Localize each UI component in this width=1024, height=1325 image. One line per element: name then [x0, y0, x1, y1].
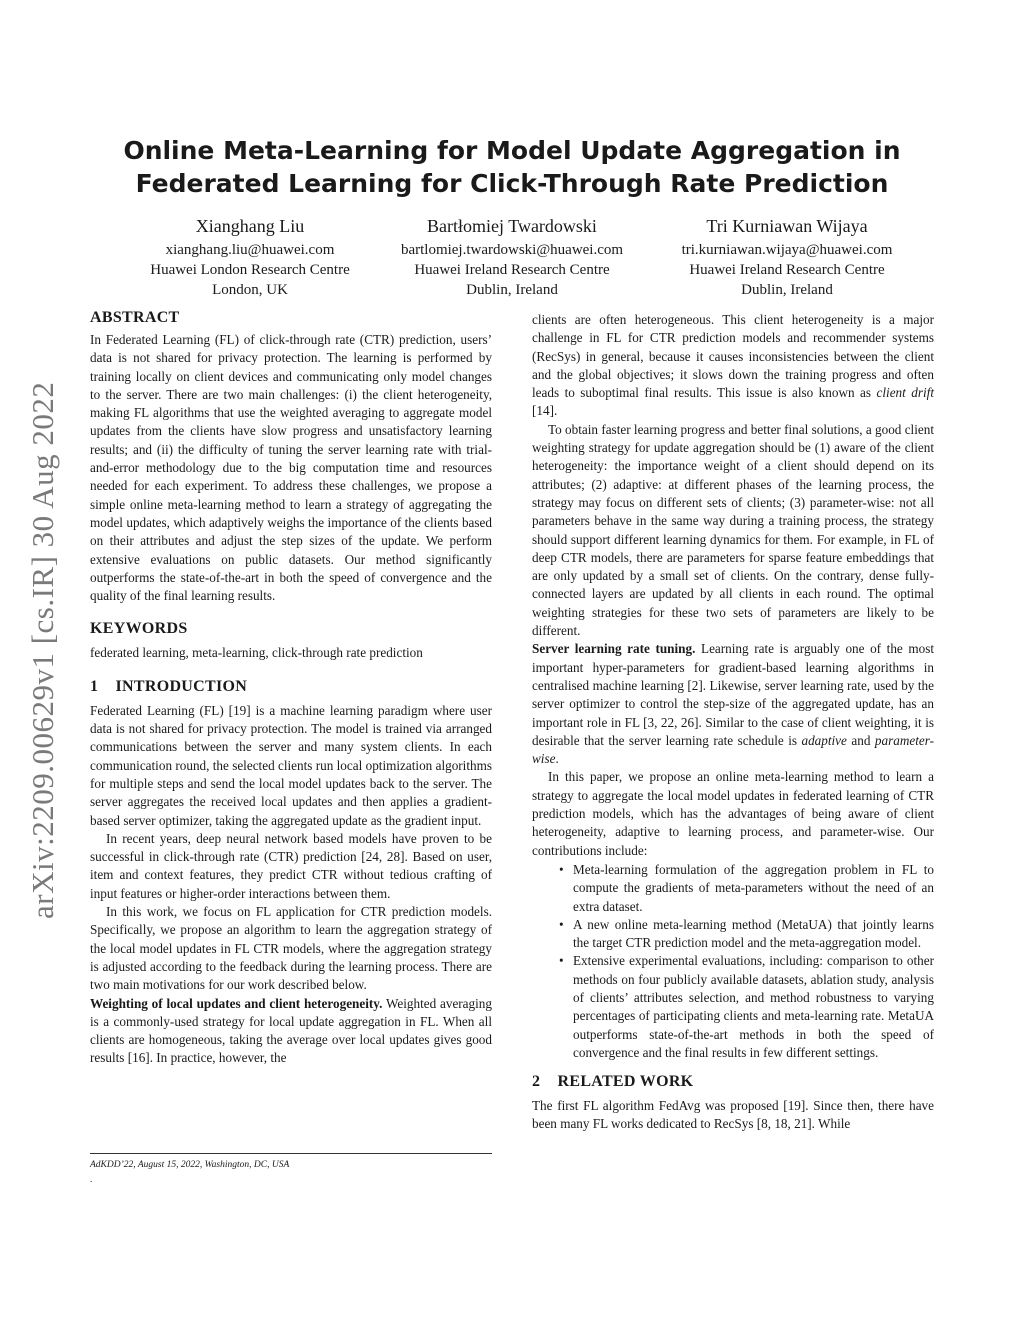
introduction-heading: 1 INTRODUCTION	[90, 677, 248, 695]
server-lr-run-in-heading: Server learning rate tuning.	[532, 641, 696, 657]
related-work-heading: 2 RELATED WORK	[532, 1073, 694, 1091]
author-location: Dublin, Ireland	[466, 282, 558, 298]
author-affiliation: Huawei Ireland Research Centre	[414, 262, 610, 278]
weighting-run-in-heading: Weighting of local updates and client heterogeneity.	[90, 995, 383, 1011]
author-name: Tri Kurniawan Wijaya	[706, 216, 868, 236]
parameter-wise-term: parameter-wise	[532, 732, 934, 767]
sentence-end: .	[555, 751, 559, 767]
keywords-heading: KEYWORDS	[90, 620, 188, 638]
author-name: Bartłomiej Twardowski	[427, 216, 597, 236]
heterogeneity-citation: [14].	[532, 403, 558, 419]
title-line-2: Federated Learning for Click-Through Rate Prediction	[135, 169, 889, 198]
author-3	[637, 214, 937, 300]
abstract-text: In Federated Learning (FL) of click-through rate (CTR) prediction, users’ data is not shared for privacy protection. The learning is performed by training locally on client devices and communicating only model changes to the server. There are two main challenges: (i) the client heterogeneity, making FL algorithms that use the weighted averaging to aggregate model updates from the clients have slow progress and unsatisfactory learning results; and (ii) the difficulty of tuning the server learning rate with trial-and-error methodology due to the big computation time and resources needed for each experiment. To address these challenges, we propose a simple online meta-learning method to learn a strategy of aggregating the model updates, which adaptively weighs the importance of the clients based on their attributes and adjust the step sizes of the update. We perform extensive evaluations on public datasets. Our method significantly outperforms the state-of-the-art in both the speed of convergence and the quality of the final learning results.	[90, 332, 492, 604]
footnote-rule	[90, 1153, 492, 1154]
author-affiliation: Huawei London Research Centre	[150, 262, 350, 278]
contribution-item: • A new online meta-learning method (MetaUA) that jointly learns the target CTR prediction model and the meta-aggregation model.	[532, 916, 934, 953]
author-email: bartlomiej.twardowski@huawei.com	[400, 242, 624, 258]
client-drift-term: client drift	[876, 385, 934, 401]
intro-paragraph-2: In recent years, deep neural network based models have proven to be successful in click-through rate (CTR) prediction [24, 28]. Based on user, item and context features, they predict CTR without tedious crafting of input features or higher-order interactions between them.	[90, 830, 492, 901]
author-2	[362, 214, 662, 300]
weighting-strategy-paragraph: To obtain faster learning progress and better final solutions, a good client weighting strategy for update aggregation should be (1) aware of the client heterogeneity: the importance weight of a client should depend on its attributes; (2) adaptive: at different phases of the learning process, the strategy may focus on different sets of clients; (3) parameter-wise: not all parameters behave in the same way during a training process, the strategy should support different learning dynamics for them. For example, in FL of deep CTR models, there are parameters for sparse feature embeddings that are only updated by a small set of clients. On the contrary, dense fully-connected layers are updated by all clients in each round. The optimal weighting strategies for these two sets of parameters are likely to be different.	[532, 421, 934, 639]
intro-paragraph-3: In this work, we focus on FL application for CTR prediction models. Specifically, we propose an algorithm to learn the aggregation strategy of the local model updates in FL CTR models, where the aggregation strategy is adjusted according to the feedback during the learning process. There are two main motivations for our work described below.	[90, 904, 492, 993]
author-email: tri.kurniawan.wijaya@huawei.com	[681, 242, 893, 258]
related-work-text: The first FL algorithm FedAvg was proposed [19]. Since then, there have been many FL works dedicated to RecSys [8, 18, 21]. While	[532, 1098, 934, 1132]
author-location: London, UK	[212, 282, 288, 298]
proposal-paragraph: In this paper, we propose an online meta-learning method to learn a strategy to aggregate the local model updates in federated learning of CTR prediction models, which has the advantages of being aware of client heterogeneity, adaptive to learning process, and parameter-wise. Our contributions include:	[532, 769, 934, 858]
paper-title	[120, 134, 904, 200]
server-lr-text: Learning rate is arguably one of the most important hyper-parameters for gradient-based learning algorithms in centralised machine learning [2]. Likewise, server learning rate, used by the server optimizer to control the step-size of the aggregated update, has an important role in FL [3, 22, 26]. Similar to the case of client weighting, it is desirable that the server learning rate schedule is	[532, 641, 934, 748]
and-word: and	[846, 732, 875, 748]
intro-paragraph-1: Federated Learning (FL) [19] is a machine learning paradigm where user data is not shared for privacy protection. The model is trained via arranged communications between the server and many system clients. In each communication round, the selected clients run local optimization algorithms for multiple steps and send the local model updates back to the server. The server aggregates the received local updates and then applies a gradient-based server optimizer, taking the aggregated update as the gradient input.	[90, 702, 492, 828]
contribution-item: • Meta-learning formulation of the aggregation problem in FL to compute the gradients of meta-parameters without the need of an extra dataset.	[532, 861, 934, 916]
keywords-text: federated learning, meta-learning, click-through rate prediction	[90, 645, 423, 661]
weighting-text: Weighted averaging is a commonly-used strategy for local update aggregation in FL. When all clients are homogeneous, taking the average over local updates gives good results [16]. In practice, however, the	[90, 995, 492, 1066]
weighting-paragraph	[90, 995, 492, 1068]
left-column	[90, 308, 492, 1068]
footnote-dot: .	[90, 1174, 93, 1184]
venue-footnote: AdKDD’22, August 15, 2022, Washington, DC, USA	[90, 1160, 290, 1170]
adaptive-term: adaptive	[801, 732, 847, 748]
arxiv-identifier: arXiv:2209.00629v1 [cs.IR] 30 Aug 2022	[25, 381, 60, 919]
abstract-heading: ABSTRACT	[90, 309, 180, 326]
title-line-1: Online Meta-Learning for Model Update Aggregation in	[123, 136, 901, 165]
author-affiliation: Huawei Ireland Research Centre	[689, 262, 885, 278]
contribution-item: • Extensive experimental evaluations, including: comparison to other methods on four publicly available datasets, ablation study, analysis of clients’ attributes selection, and method robustness to varying percentages of participating clients and meta-learning rate. MetaUA outperforms state-of-the-art methods in both the speed of convergence and the final results in few different settings.	[532, 952, 934, 1062]
author-name: Xianghang Liu	[195, 216, 305, 236]
author-email: xianghang.liu@huawei.com	[165, 242, 335, 258]
heterogeneity-paragraph	[532, 311, 934, 421]
server-lr-paragraph	[532, 640, 934, 768]
author-location: Dublin, Ireland	[741, 282, 833, 298]
author-1	[100, 214, 400, 300]
contributions-list	[532, 861, 934, 1062]
right-column	[532, 311, 934, 1134]
heterogeneity-text: clients are often heterogeneous. This client heterogeneity is a major challenge in FL for CTR prediction models and recommender systems (RecSys) in general, because it causes inconsistencies between the client and the global objectives; it slows down the training progress and often leads to suboptimal final results. This issue is also known as	[532, 312, 934, 401]
